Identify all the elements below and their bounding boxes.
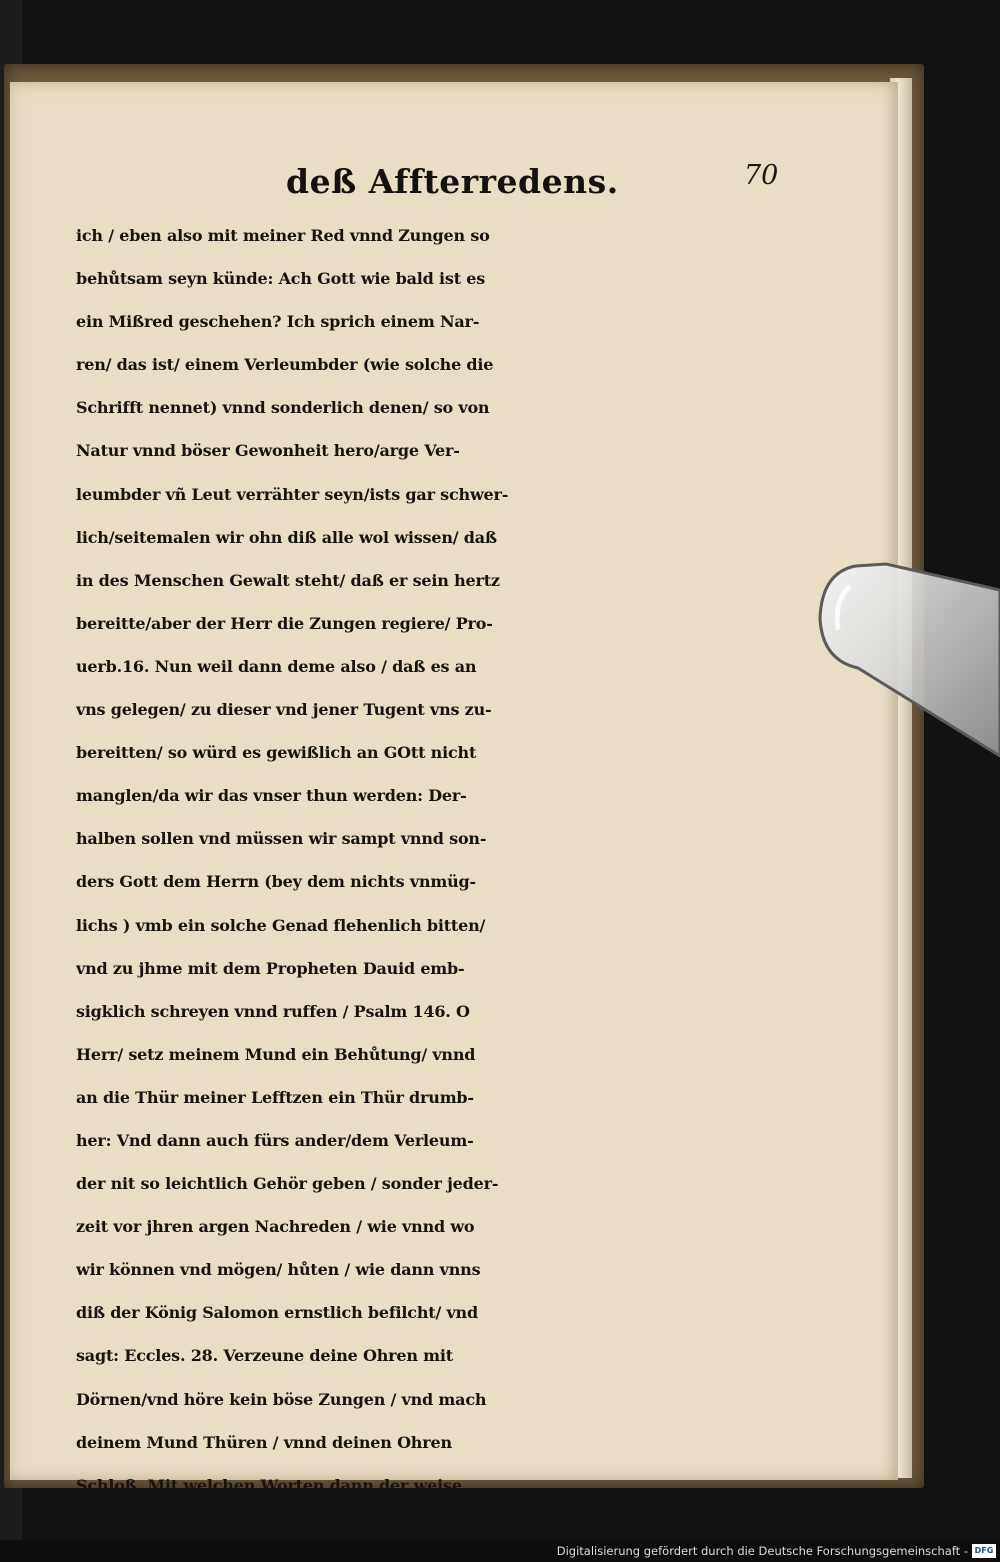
text-line: Schrifft nennet) vnnd sonderlich denen/ so von (76, 398, 490, 418)
text-line: uerb.16. Nun weil dann deme also / daß es an (76, 656, 477, 676)
text-line: ren/ das ist/ einem Verleumbder (wie solche die (76, 355, 494, 375)
text-line: lich/seitemalen wir ohn diß alle wol wissen/ daß (76, 527, 497, 547)
text-line: ein Mißred geschehen? Ich sprich einem Nar- (76, 312, 480, 332)
funding-credit: Digitalisierung gefördert durch die Deutsche Forschungsgemeinschaft - (556, 1544, 968, 1558)
text-line: ders Gott dem Herrn (bey dem nichts vnmüg- (76, 872, 476, 892)
running-head (0, 160, 1000, 210)
text-line: bereitten/ so würd es gewißlich an GOtt nicht (76, 743, 477, 763)
text-line: behůtsam seyn künde: Ach Gott wie bald ist es (76, 269, 486, 289)
text-line: vns gelegen/ zu dieser vnd jener Tugent vns zu- (76, 700, 492, 720)
dfg-logo: DFG (972, 1544, 996, 1558)
folio-number: 70 (744, 160, 779, 191)
text-line: Herr/ setz meinem Mund ein Behůtung/ vnnd (76, 1044, 476, 1064)
running-head-title: deß Affterredens. (286, 162, 619, 201)
text-line: Schloß. Mit welchen Worten dann der weise (76, 1475, 462, 1495)
page-clip-icon (816, 560, 1000, 760)
text-line: Natur vnnd böser Gewonheit hero/arge Ver- (76, 441, 460, 461)
footer-bar (0, 1540, 1000, 1562)
text-line: an die Thür meiner Lefftzen ein Thür drumb- (76, 1087, 474, 1107)
text-line: bereitte/aber der Herr die Zungen regiere/ Pro- (76, 613, 493, 633)
text-line: wir können vnd mögen/ hůten / wie dann vnns (76, 1260, 481, 1280)
text-line: vnd zu jhme mit dem Propheten Dauid emb- (76, 958, 465, 978)
text-line: ich / eben also mit meiner Red vnnd Zungen so (76, 226, 490, 245)
text-line: zeit vor jhren argen Nachreden / wie vnnd wo (76, 1217, 475, 1237)
text-line: lichs ) vmb ein solche Genad flehenlich bitten/ (76, 915, 486, 935)
text-line: leumbder vñ Leut verrähter seyn/ists gar schwer- (76, 484, 509, 504)
text-line: in des Menschen Gewalt steht/ daß er sein hertz (76, 570, 500, 590)
text-line: manglen/da wir das vnser thun werden: Der- (76, 786, 467, 806)
text-line: diß der König Salomon ernstlich befilcht/ vnd (76, 1303, 478, 1323)
text-line: sagt: Eccles. 28. Verzeune deine Ohren mit (76, 1346, 453, 1366)
text-line: her: Vnd dann auch fürs ander/dem Verleum- (76, 1130, 474, 1150)
text-line: Dörnen/vnd höre kein böse Zungen / vnd mach (76, 1389, 487, 1409)
text-line: der nit so leichtlich Gehör geben / sonder jeder- (76, 1174, 499, 1194)
text-line: halben sollen vnd müssen wir sampt vnnd son- (76, 829, 487, 849)
body-text (76, 214, 776, 1507)
text-line: deinem Mund Thüren / vnnd deinen Ohren (76, 1432, 452, 1452)
text-line: sigklich schreyen vnnd ruffen / Psalm 146. O (76, 1001, 470, 1021)
